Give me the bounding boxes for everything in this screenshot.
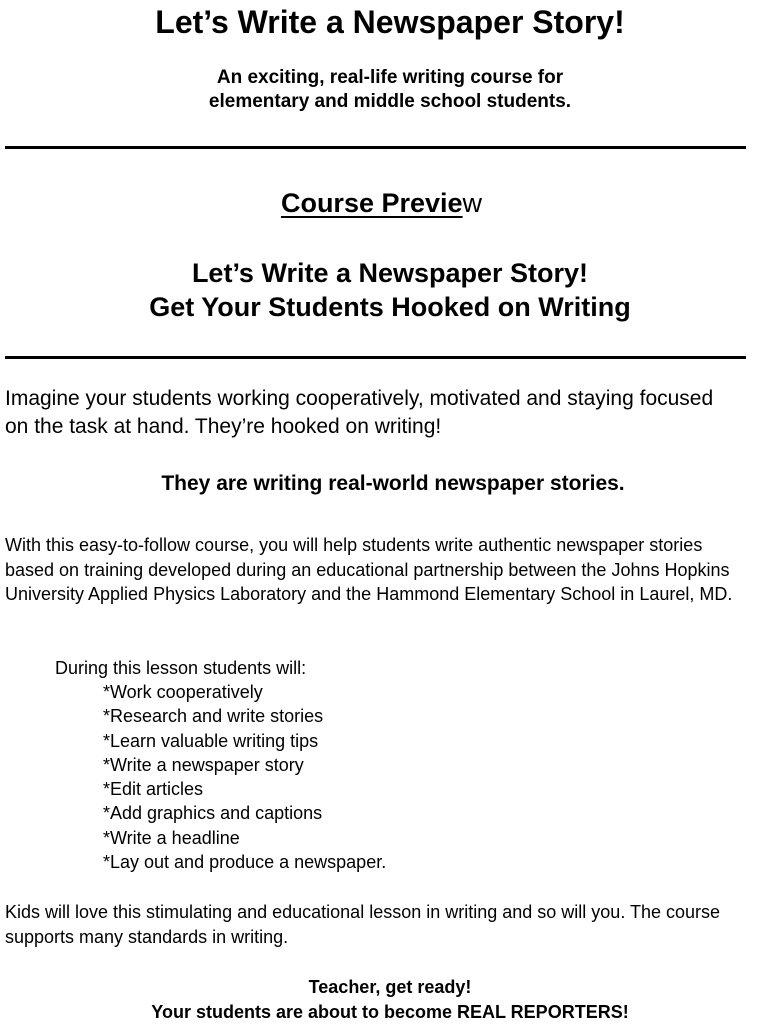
preview-headline-line-1: Let’s Write a Newspaper Story!	[191, 258, 589, 288]
list-item: *Write a headline	[103, 827, 240, 848]
list-item: *Add graphics and captions	[103, 803, 323, 824]
course-preview-heading-tail: w	[462, 188, 483, 218]
preview-headline	[0, 256, 768, 324]
course-preview-heading	[0, 186, 763, 220]
list-item: *Research and write stories	[103, 706, 324, 727]
document-title: Let’s Write a Newspaper Story!	[155, 4, 625, 40]
list-item: *Edit articles	[103, 779, 204, 800]
closing-statement	[0, 975, 768, 1024]
callout-statement: They are writing real-world newspaper stories.	[161, 472, 625, 495]
list-item: *Lay out and produce a newspaper.	[103, 852, 387, 873]
preview-headline-line-2: Get Your Students Hooked on Writing	[149, 292, 631, 322]
lesson-objectives-list	[103, 680, 386, 874]
lesson-intro: During this lesson students will:	[55, 658, 307, 678]
subtitle-line-1: An exciting, real-life writing course for	[216, 67, 564, 88]
list-item: *Work cooperatively	[103, 682, 263, 702]
middle-divider	[5, 356, 746, 359]
document-subtitle	[0, 66, 768, 114]
subtitle-line-2: elementary and middle school students.	[208, 91, 572, 112]
list-item: *Learn valuable writing tips	[103, 730, 319, 751]
course-preview-heading-underlined: Course Previe	[280, 188, 463, 218]
course-description-paragraph: With this easy-to-follow course, you will help students write authentic newspaper stories based on training developed during an educational partnership between the Johns Hopkins University Applied Physics Laboratory and the Hammond Elementary School in Laurel, MD.	[5, 535, 733, 605]
top-divider	[5, 146, 746, 149]
standards-paragraph: Kids will love this stimulating and educational lesson in writing and so will you. The course supports many standards in writing.	[5, 902, 721, 947]
intro-paragraph: Imagine your students working cooperatively, motivated and staying focused on the task at hand. They’re hooked on writing!	[5, 387, 714, 438]
closing-line-1: Teacher, get ready!	[308, 977, 472, 997]
closing-line-2: Your students are about to become REAL REPORTERS!	[151, 1001, 629, 1022]
list-item: *Write a newspaper story	[103, 754, 304, 775]
